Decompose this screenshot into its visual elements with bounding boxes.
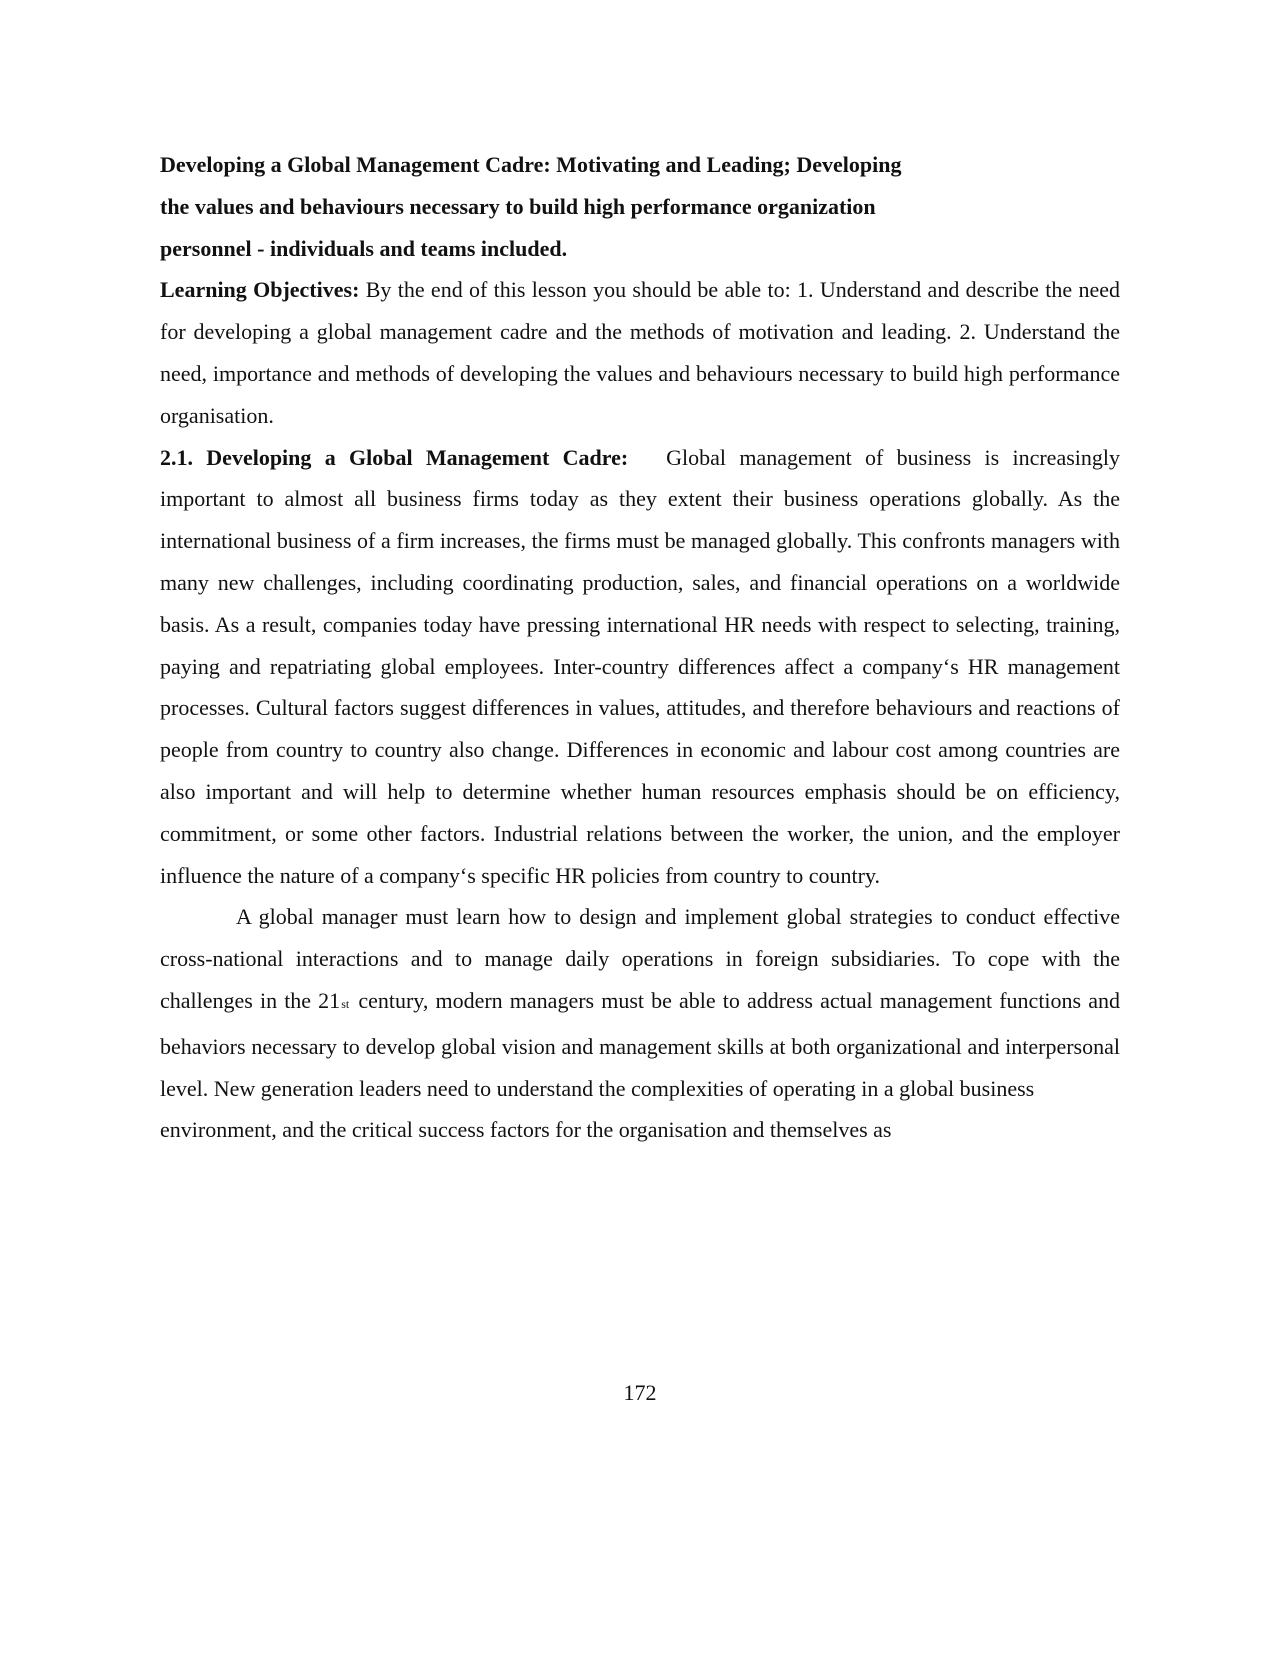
heading-line-3: personnel - individuals and teams included.: [160, 235, 568, 261]
heading-line-2: the values and behaviours necessary to build high performance organization: [160, 193, 876, 219]
section-2-1-paragraph: [160, 437, 1120, 897]
global-manager-text-before: A global manager must learn how to design and implement global strategies to conduct effective cross-national interactions and to manage daily operations in foreign subsidiaries. To cope with the challenges in the 21: [160, 904, 1120, 1013]
learning-objectives-label: Learning Objectives:: [160, 277, 360, 303]
heading-line-1: Developing a Global Management Cadre: Motivating and Leading; Developing: [160, 152, 902, 177]
page-number: 172: [623, 1380, 657, 1405]
global-manager-paragraph: [160, 896, 1120, 1109]
ordinal-superscript: st: [341, 996, 350, 1011]
continuation-line: [160, 1109, 1120, 1151]
section-2-1-text: Global management of business is increasingly important to almost all business firms today as they extent their business operations globally. As the international business of a firm increases, the firms must be managed globally. This confronts managers with many new challenges, including coordinating production, sales, and financial operations on a worldwide basis. As a result, companies today have pressing international HR needs with respect to selecting, training, paying and repatriating global employees. Inter-country differences affect a company‘s HR management processes. Cultural factors suggest differences in values, attitudes, and therefore behaviours and reactions of people from country to country also change. Differences in economic and labour cost among countries are also important and will help to determine whether human resources emphasis should be on efficiency, commitment, or some other factors. Industrial relations between the worker, the union, and the employer influence the nature of a company‘s specific HR policies from country to country.: [160, 444, 1121, 888]
learning-objectives-text: By the end of this lesson you should be able to: 1. Understand and describe the need for developing a global management cadre and the methods of motivation and leading. 2. Understand the need, importance and methods of developing the values and behaviours necessary to build high performance organisation.: [160, 277, 1120, 428]
document-heading: [160, 144, 1040, 269]
continuation-line-text: environment, and the critical success factors for the organisation and themselves as: [160, 1117, 892, 1143]
section-2-1-heading: 2.1. Developing a Global Management Cadre:: [160, 444, 629, 470]
global-manager-text-after: century, modern managers must be able to address actual management functions and behaviors necessary to develop global vision and management skills at both organizational and interpersonal level. New generation leaders need to understand the complexities of operating in a global business: [160, 987, 1120, 1101]
document-page: [160, 144, 1120, 1151]
learning-objectives-paragraph: [160, 269, 1120, 436]
